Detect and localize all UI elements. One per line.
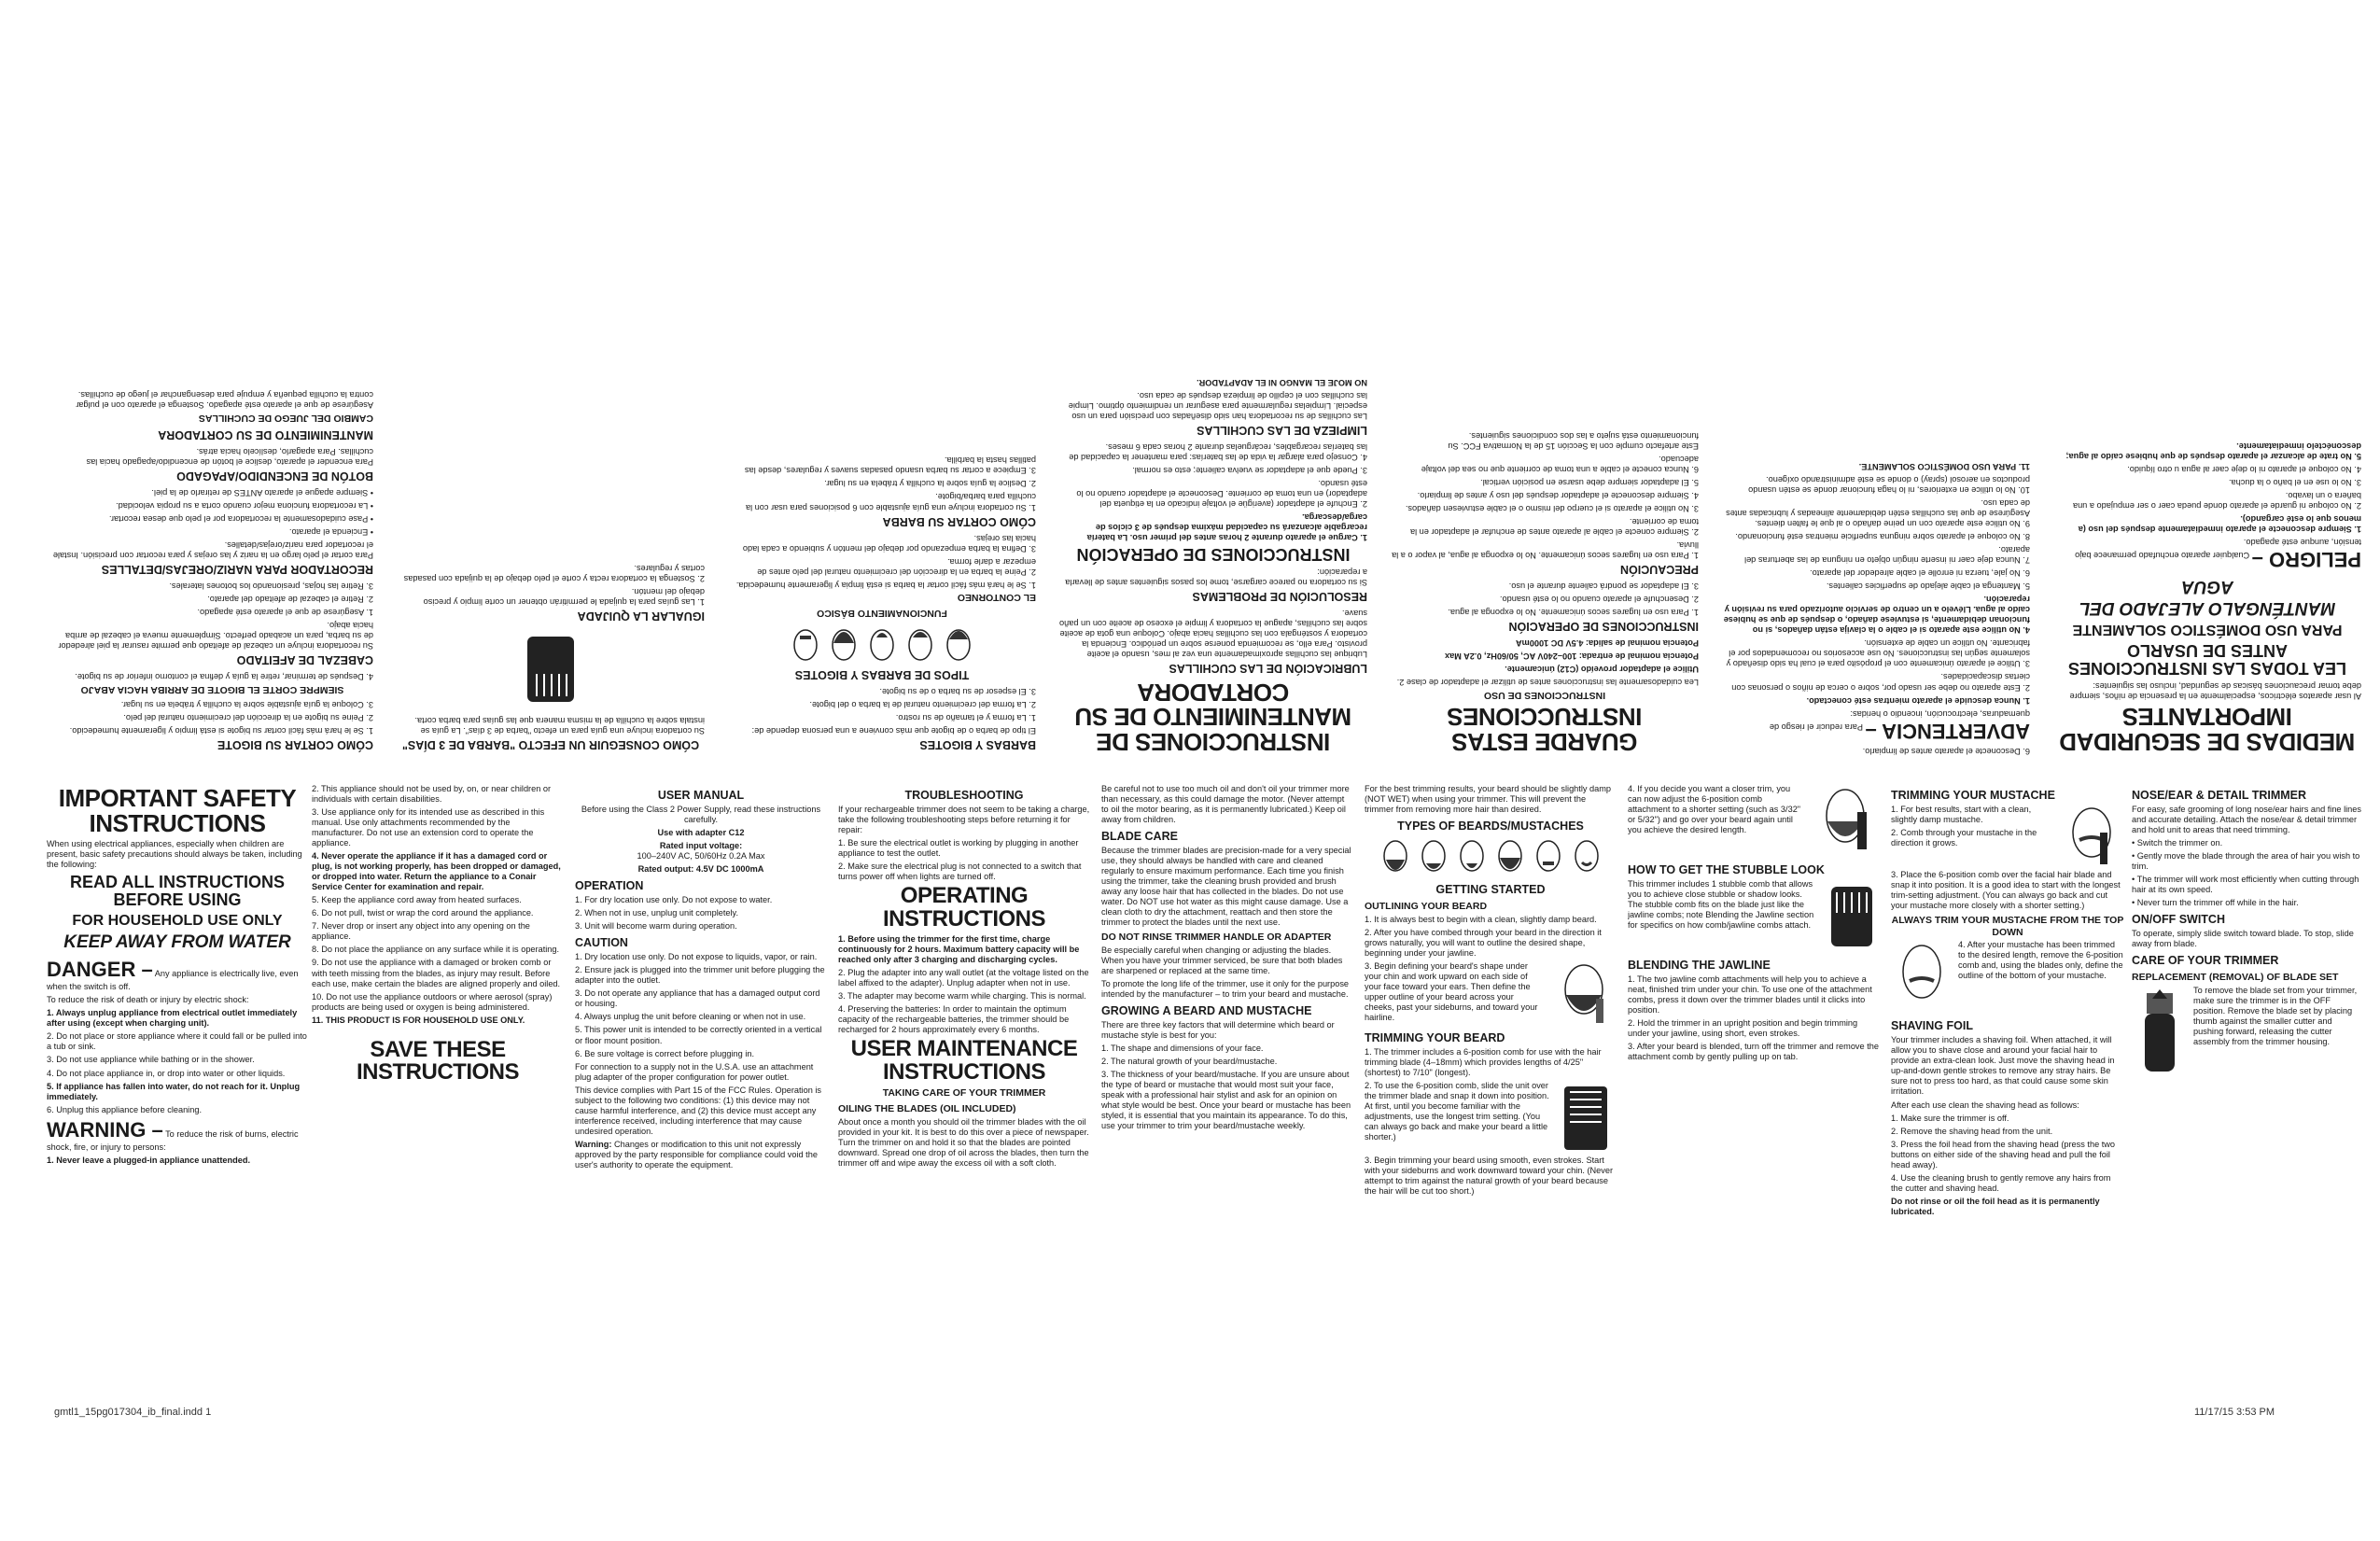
types-heading: TYPES OF BEARDS/MUSTACHES xyxy=(1397,820,1584,834)
keep-away-heading: KEEP AWAY FROM WATER xyxy=(63,932,291,953)
es-col-seguridad xyxy=(2053,112,2361,756)
warning-item-9: 9. Do not use the appliance with a damaged or broken comb or with teeth missing from the blades, as injury may result. Before each use, make certain the blades are aligned properly and oiled. xyxy=(312,958,561,988)
es-r4: • Siempre apague el aparato ANTES de retirarlo de la piel. xyxy=(151,487,373,497)
oiling-heading: OILING THE BLADES (OIL INCLUDED) xyxy=(838,1102,1016,1114)
read-all-heading: READ ALL INSTRUCTIONS BEFORE USING xyxy=(69,873,285,910)
user-manual-intro: Before using the Class 2 Power Supply, read these instructions carefully. xyxy=(581,805,821,825)
after-clean-text: After each use clean the shaving head as follows: xyxy=(1891,1100,2079,1110)
nose-ear-heading: NOSE/EAR & DETAIL TRIMMER xyxy=(2132,789,2307,802)
fcc-warning-text: Changes or modification to this unit not expressly approved by the party responsible for compliance could void the user's authority to operate the equipment. xyxy=(575,1139,818,1170)
outlining-item-2: 2. After you have combed through your beard in the direction it grows naturally, you will want to outline the desired shape, beginning under your jawline. xyxy=(1365,927,1602,958)
nose-bullet-4: • Never turn the trimmer off while in the hair. xyxy=(2132,898,2299,908)
es-col-barbas xyxy=(728,112,1036,756)
growing-heading: GROWING A BEARD AND MUSTACHE xyxy=(1101,1004,1312,1018)
en-col-beards xyxy=(1365,784,1617,1428)
es-cortar-h: CÓMO CORTAR SU BARBA xyxy=(882,514,1036,528)
es-stubble-h: CÓMO CONSEGUIR UN EFECTO "BARBA DE 3 DÍAS" xyxy=(401,738,700,751)
es-pr5: 5. El adaptador siempre debe usarse en posición vertical. xyxy=(1480,477,1699,487)
caution-item-7: For connection to a supply not in the U.S.A. use an attachment plug adapter of the proper configuration for power outlet. xyxy=(575,1061,814,1082)
face-icon xyxy=(903,623,937,664)
es-w5: 5. Mantenga el cable alejado de superficies calientes. xyxy=(1826,581,2030,592)
foil-item-4: 4. Use the cleaning brush to gently remove any hairs from the cutter and shaving head. xyxy=(1891,1172,2111,1193)
warning-item-5: 5. Keep the appliance cord away from heated surfaces. xyxy=(312,895,522,905)
growing-item-2: 2. The natural growth of your beard/mustache. xyxy=(1101,1057,1278,1067)
es-r1: • Encienda el aparato. xyxy=(288,527,373,538)
es-cb1: 1. Su cortadora incluye una guía ajustable con 6 posiciones para usar con la cuchilla para barba/bigote. xyxy=(745,492,1036,512)
es-salida: Potencia nominal de salida: 4.5V DC 1000mA xyxy=(1515,638,1699,649)
rated-input-label: Rated input voltage: xyxy=(659,841,743,851)
growing-item-1: 1. The shape and dimensions of your face. xyxy=(1101,1044,1264,1054)
es-d2: 2. No coloque ni guarde el aparato donde pueda caer o ser empujado a una bañera o un lavabo. xyxy=(2072,490,2361,511)
troubleshooting-item-2: 2. Make sure the electrical plug is not connected to a switch that turns power off when lights are turned off. xyxy=(838,862,1082,882)
warning-item-4: 4. Never operate the appliance if it has a damaged cord or plug, is not working properly, has been dropped or damaged, or dropped into water. Return the appliance to a Conair Service Center for examination and repair. xyxy=(312,851,561,892)
warning-item-1: 1. Never leave a plugged-in appliance unattended. xyxy=(47,1156,251,1166)
es-bigote1: 1. Se le hará más fácil cortar su bigote si está limpio y ligeramente humedecido. xyxy=(69,726,373,735)
face-icon xyxy=(1379,837,1412,878)
es-w8: 8. No coloque el aparato sobre ninguna superficie mientras esté funcionando. xyxy=(1735,532,2030,542)
es-warning-text: Para reducir el riesgo de quemaduras, electrocución, incendio o heridas: xyxy=(1769,708,2030,732)
es-op3: 3. El adaptador se pondrá caliente durante el uso. xyxy=(1508,581,1699,592)
on-off-heading: ON/OFF SWITCH xyxy=(2132,913,2225,927)
face-icon xyxy=(789,623,822,664)
user-manual-heading: USER MANUAL xyxy=(657,789,745,802)
es-w1: 1. Nunca descuide el aparato mientras esté conectado. xyxy=(1806,695,2030,706)
face-icon xyxy=(1455,837,1489,878)
es-cambio: Asegúrese de que el aparato esté apagado. Sostenga el aparato con el pulgar contra la cuchilla pequeña y empuje para desenganchar el juego de cuchillas. xyxy=(76,390,373,411)
always-trim-heading: ALWAYS TRIM YOUR MUSTACHE FROM THE TOP DOWN xyxy=(1891,915,2124,938)
danger-word: DANGER – xyxy=(47,957,153,981)
es-o3: 3. Puede que el adaptador se vuelva caliente; esto es normal. xyxy=(1132,466,1367,476)
es-col-igualar xyxy=(397,112,705,756)
adapter-label: Use with adapter C12 xyxy=(657,828,745,838)
es-cabezal-h: CABEZAL DE AFEITADO xyxy=(236,653,373,667)
face-icon xyxy=(827,623,861,664)
es-col-guarde xyxy=(1391,112,1699,756)
fcc-statement: This device complies with Part 15 of the FCC Rules. Operation is subject to the following two conditions: (1) this device may not cause harmful interference, and (2) this device must accept any interference received, including interference that may cause undesired operation. xyxy=(575,1085,821,1136)
blending-item-3: 3. After your beard is blended, turn off the trimmer and remove the attachment comb by gently pulling up on tab. xyxy=(1628,1042,1879,1062)
es-w2: 2. Este aparato no debe ser usado por, sobre o cerca de niños o personas con ciertas discapacidades. xyxy=(1731,672,2030,693)
outline-beard-illustration xyxy=(1551,961,1617,1027)
mustache-item-3: 3. Place the 6-position comb over the facial hair blade and snap it into position. It is a good idea to start with the longest trim-setting adjustment. (You can always go back and cut your mustache more closely with a shorter setting.) xyxy=(1891,870,2121,911)
warning-item-3: 3. Use appliance only for its intended use as described in this manual. Use only attachments recommended by the manufacturer. Do not use an extension cord to operate the appliance. xyxy=(312,807,545,848)
trimming-item-2: 2. To use the 6-position comb, slide the unit over the trimmer blade and snap it down into position. At first, until you become familiar with the adjustments, use the longest trim setting. (You can always go back and make your beard a little shorter.) xyxy=(1365,1080,1549,1142)
safety-title: IMPORTANT SAFETY INSTRUCTIONS xyxy=(58,784,297,837)
trimming-item-3: 3. Begin trimming your beard using smooth, even strokes. Start with your sideburns and work downward toward your chin. (Never attempt to trim against the natural growth of your beard because the hair will be cut too short.) xyxy=(1365,1155,1614,1196)
es-bigote2: 2. Peine su bigote en la dirección del crecimiento natural del pelo. xyxy=(123,712,373,722)
growing-intro: There are three key factors that will determine which beard or mustache style is best for you: xyxy=(1101,1020,1335,1041)
es-recortador: Para cortar el pelo largo en la nariz y las orejas y para recortar con precisión. Instale el recortador para nariz/orejas/detalles. xyxy=(52,540,373,561)
stubble-comb-illustration xyxy=(1824,879,1880,954)
face-icon xyxy=(1570,837,1603,878)
on-off-text: To operate, simply slide switch toward blade. To stop, slide away from blade. xyxy=(2132,929,2354,949)
nose-bullet-3: • The trimmer will work most efficiently when cutting through hair at its own speed. xyxy=(2132,875,2359,895)
es-cb3: 3. Empiece a cortar su barba usando pasadas suaves y regulares, desde las patillas hasta la barbilla. xyxy=(744,455,1036,476)
blade-replacement-heading: REPLACEMENT (REMOVAL) OF BLADE SET xyxy=(2132,972,2339,984)
care-heading: CARE OF YOUR TRIMMER xyxy=(2132,954,2279,968)
es-cb2: 2. Deslice la guía sobre la cuchilla y trábela en su lugar. xyxy=(824,479,1036,489)
comb-attachment-illustration xyxy=(1555,1081,1617,1156)
warning-item-7: 7. Never drop or insert any object into any opening on the appliance. xyxy=(312,921,530,942)
beard-styles-figure xyxy=(1365,837,1617,878)
nose-bullet-1: • Switch the trimmer on. xyxy=(2132,838,2223,848)
caution-item-3: 3. Do not operate any appliance that has a damaged output cord or housing. xyxy=(575,988,820,1009)
maintenance-heading: USER MAINTENANCE INSTRUCTIONS xyxy=(850,1036,1078,1085)
es-barbas-h: BARBAS Y BIGOTES xyxy=(919,738,1036,751)
es-pr4: 4. Siempre desconecte el adaptador después del uso y antes de limpiarlo. xyxy=(1417,491,1699,500)
danger-item-2: 2. Do not place or store appliance where it could fall or be pulled into a tub or sink. xyxy=(47,1031,307,1052)
es-danger-text: Cualquier aparato enchufado permanece bajo tensión, aunque esté apagado. xyxy=(2075,537,2361,561)
caution-heading: CAUTION xyxy=(575,936,628,950)
es-tipos-h: TIPOS DE BARBAS Y BIGOTES xyxy=(794,667,970,681)
blade-removal-illustration xyxy=(2132,986,2188,1075)
es-o1: 1. Cargue el aparato durante 2 horas antes del primer uso. La batería recargable alcanzará su capacidad máxima después de 3 ciclos de carga/descarga. xyxy=(1086,512,1367,543)
es-stubble: Su cortadora incluye una guía para un efecto "barba de 3 días". La guía se instala sobre la cuchilla de la misma manera que las guías para barba corta. xyxy=(414,715,705,735)
shaving-foil-text: Your trimmer includes a shaving foil. When attached, it will allow you to shave close and around your facial hair to provide an extra-clean look. Just move the shaving head in up-and-down gentle strokes to remove any stray hairs. Be sure not to press too hard, as that could cause some skin irritation. xyxy=(1891,1035,2115,1097)
safety-intro: When using electrical appliances, especially when children are present, basic safety precautions should always be taken, including the following: xyxy=(47,839,302,870)
mustache-item-2: 2. Comb through your mustache in the direction it grows. xyxy=(1891,828,2037,848)
es-bigote-h: CÓMO CORTAR SU BIGOTE xyxy=(217,738,373,751)
es-recortador-h: RECORTADOR PARA NARIZ/OREJAS/DETALLES xyxy=(101,563,373,577)
es-cab1: 1. Asegúrese de que el aparato esté apagado. xyxy=(197,608,373,618)
nose-bullet-2: • Gently move the blade through the area of hair you wish to trim. xyxy=(2132,851,2360,872)
stubble-trim-illustration xyxy=(1811,784,1880,859)
es-keep-away: MANTÉNGALO ALEJADO DEL AGUA xyxy=(2079,577,2336,618)
foil-item-1: 1. Make sure the trimmer is off. xyxy=(1891,1113,2009,1123)
blade-care-text: Because the trimmer blades are precision-made for a very special use, they should always be handled with care and cleaned regularly to ensure maximum performance. Each time you finish using the trimmer, take the cleaning brush provided and brush away any loose hair that has collected in the blades. Do not use water. Do NOT use hot water as this might cause damage. Use a clean cloth to dry the attachment, reattach and then store the trimmer to protect the blades until the next use. xyxy=(1101,846,1351,928)
operating-instructions-heading: OPERATING INSTRUCTIONS xyxy=(883,883,1045,932)
en-col-stubble xyxy=(1628,784,1880,1428)
es-uso-intro: Lea cuidadosamente las instrucciones antes de utilizar el adaptador de clase 2. xyxy=(1396,678,1699,688)
save-instructions-heading: SAVE THESE INSTRUCTIONS xyxy=(357,1036,519,1086)
en-col-troubleshooting xyxy=(838,784,1090,1428)
household-heading: FOR HOUSEHOLD USE ONLY xyxy=(72,912,283,929)
troubleshooting-item-1: 1. Be sure the electrical outlet is working by plugging in another appliance to test the outlet. xyxy=(838,838,1079,859)
growing-item-3: 3. The thickness of your beard/mustache. If you are unsure about the type of beard or mustache that would most suit your face, speak with a professional hair stylist and ask for an opinion on what style would be best. Once your beard or mustache has been styled, it is essential that you maintain its appearance. To do this, use your trimmer to trim your beard/mustache weekly. xyxy=(1101,1070,1351,1131)
beard-damp-intro: For the best trimming results, your beard should be slightly damp (NOT WET) when using your trimmer. This will prevent the trimmer from removing more hair than desired. xyxy=(1365,784,1612,815)
operating-item-1: 1. Before using the trimmer for the first time, charge continuously for 2 hours. Maximum battery capacity will be reached only after 3 charging and discharging cycles. xyxy=(838,934,1080,965)
warning-item-8: 8. Do not place the appliance on any surface while it is operating. xyxy=(312,945,560,955)
es-col-mantenimiento xyxy=(1059,112,1367,756)
trimming-item-1: 1. The trimmer includes a 6-position comb for use with the hair trimming blade (4–18mm) which provides lengths of 4/25" (shortest) to 7/10" (longest). xyxy=(1365,1046,1602,1077)
es-d3: 3. No lo use en el baño o la ducha. xyxy=(2229,477,2361,487)
caution-item-4: 4. Always unplug the unit before cleaning or when not in use. xyxy=(575,1012,806,1022)
mustache-item-1: 1. For best results, start with a clean, slightly damp mustache. xyxy=(1891,805,2032,825)
troubleshooting-heading: TROUBLESHOOTING xyxy=(904,789,1024,802)
es-b2: 2. La forma del crecimiento natural de la barba o del bigote. xyxy=(809,699,1036,709)
es-w11: 11. PARA USO DOMÉSTICO SOLAMENTE. xyxy=(1858,461,2030,471)
es-mant-h: MANTENIMIENTO DE SU CORTADORA xyxy=(158,427,373,441)
face-icon xyxy=(1417,837,1450,878)
es-save-title: GUARDE ESTAS INSTRUCCIONES xyxy=(1447,703,1643,756)
blending-item-2: 2. Hold the trimmer in an upright position and begin trimming under your jawline, using short, even strokes. xyxy=(1628,1018,1858,1039)
blending-heading: BLENDING THE JAWLINE xyxy=(1628,959,1771,972)
es-o2: 2. Enchufe el adaptador (averigüe el voltaje indicado en la etiqueta del adaptador) en una toma de corriente. Desconecte el adaptador cuando no lo esté usando. xyxy=(1076,479,1367,510)
operating-item-3: 3. The adapter may become warm while charging. This is normal. xyxy=(838,991,1086,1002)
operation-item-3: 3. Unit will become warm during operation. xyxy=(575,921,737,932)
es-igualar-h: IGUALAR LA QUIJADA xyxy=(577,609,705,623)
es-funcionamiento-h: FUNCIONAMIENTO BÁSICO xyxy=(817,607,947,619)
face-icon xyxy=(1532,837,1565,878)
outlining-item-1: 1. It is always best to begin with a clean, slightly damp beard. xyxy=(1365,914,1597,924)
es-pr2: 2. Siempre conecte el cable al aparato antes de enchufar el adaptador en la toma de corriente. xyxy=(1409,517,1699,538)
en-col-manual xyxy=(575,784,827,1428)
es-d5: 5. No trate de alcanzar el aparato después de que hubiese caído al agua; desconéctelo inmediatamente. xyxy=(2065,441,2361,461)
long-life-text: To promote the long life of the trimmer, use it only for the purpose intended by the manufacturer – to trim your beard and mustache. xyxy=(1101,979,1350,1000)
caution-item-1: 1. Dry location use only. Do not expose to liquids, vapor, or rain. xyxy=(575,952,818,962)
stubble-text: This trimmer includes 1 stubble comb that allows you to achieve close stubble or shadow looks. The stubble comb fits on the blade just like the jawline combs; note Blending the Jawline section for specifics on how comb/jawline combs attach. xyxy=(1628,879,1814,931)
es-warning-word: ADVERTENCIA – xyxy=(1865,719,2030,743)
es-w10: 10. No lo utilice en exteriores, ni lo haga funcionar donde se estén usando productos en aerosol (spray) o donde se esté administrando oxígeno. xyxy=(1748,474,2030,495)
es-pr3: 3. No utilice el aparato si el cuerpo del mismo o el cable estuviesen dañados. xyxy=(1405,504,1699,514)
es-pr1: 1. Para uso en lugares secos únicamente. No lo exponga al agua, al vapor o a la lluvia. xyxy=(1392,540,1699,561)
es-col-advertencia xyxy=(1722,112,2030,756)
es-bigote3: 3. Coloque la guía ajustable sobre la cuchilla y trábela en su lugar. xyxy=(120,699,373,709)
es-resolucion-h: RESOLUCIÓN DE PROBLEMAS xyxy=(1192,590,1367,604)
outlining-item-3: 3. Begin defining your beard's shape under your chin and work upward on each side of your face toward your ears. Then define the upper outline of your beard across your cheeks, past your sideburns, and toward your hairline. xyxy=(1365,960,1538,1022)
es-col-bigote xyxy=(51,112,373,756)
es-cab3: 3. Retire las hojas, presionando los botones laterales. xyxy=(169,581,373,592)
es-c1: 1. Se le hará más fácil cortar la barba si está limpia y ligeramente humedecida. xyxy=(735,580,1036,590)
es-c2: 2. Peine la barba en la dirección del crecimiento natural del pelo antes de empezar a darle forma. xyxy=(757,556,1036,577)
es-resolucion: Si su cortadora no parece cargarse, tome los pasos siguientes antes de llevarla a reparación: xyxy=(1065,567,1367,588)
rated-output: Rated output: 4.5V DC 1000mA xyxy=(637,864,764,875)
warning-word: WARNING – xyxy=(47,1117,163,1142)
mustache-outline-illustration xyxy=(1891,940,1953,1015)
trimming-beard-heading: TRIMMING YOUR BEARD xyxy=(1365,1030,1505,1044)
es-r3: • La recortadora funciona mejor cuando corta a su propia velocidad. xyxy=(116,500,373,511)
danger-item-1: 1. Always unplug appliance from electrical outlet immediately after using (except when charging unit). xyxy=(47,1008,298,1029)
es-pr6: 6. Nunca conecte el cable a una toma de corriente que no sea del voltaje adecuado. xyxy=(1421,454,1699,474)
es-b1: 1. La forma y el tamaño de su rostro. xyxy=(895,712,1036,722)
face-icon xyxy=(1493,837,1527,878)
es-potencia: Potencia nominal de entrada: 100–240V AC, 50/60Hz, 0.2A Max xyxy=(1445,651,1699,662)
es-operacion-title: INSTRUCCIONES DE OPERACIÓN xyxy=(1076,545,1351,565)
es-cabezal: Su recortadora incluye un cabezal de afeitado que permite rasurar la piel alrededor de su barba, para un acabado perfecto. Simplemente mueva el cabezal de arriba hacia abajo. xyxy=(58,621,373,651)
es-o4: 4. Consejo para alargar la vida de las baterías: para mantener la capacidad de las baterías recargables, recárguelas durante 2 horas cada 6 meses. xyxy=(1069,442,1367,463)
oiling-text: About once a month you should oil the trimmer blades with the oil provided in your kit. It is best to do this over a piece of newspaper. Turn the trimmer on and hold it so that the blades are pointed downward. Spread one drop of oil across the blades, then turn the trimmer off and wipe away the excess oil with a soft cloth. xyxy=(838,1116,1089,1168)
es-barbas-intro: El tipo de barba o de bigote que más conviene a una persona depende de: xyxy=(751,726,1036,735)
blade-careful-text: Be especially careful when changing or adjusting the blades. When you have your trimmer serviced, be sure that both blades are sharpened or replaced at the same time. xyxy=(1101,945,1343,976)
es-boton-h: BOTÓN DE ENCENDIDO/APAGADO xyxy=(176,469,373,483)
danger-text: Any appliance is electrically live, even when the switch is off. xyxy=(47,968,299,992)
oil-caution: Be careful not to use too much oil and don't oil your trimmer more than necessary, as this could damage the motor. (Never attempt to oil the motor bearing, as it is permanently lubricated.) Keep oil away from children. xyxy=(1101,784,1350,825)
es-safety-intro: Al usar aparatos eléctricos, especialmente en la presencia de niños, siempre debe tomar precauciones básicas de seguridad, incluso las siguientes: xyxy=(2069,680,2361,701)
troubleshooting-intro: If your rechargeable trimmer does not seem to be taking a charge, take the following troubleshooting steps before returning it for repair: xyxy=(838,805,1090,835)
es-cambio-h: CAMBIO DEL JUEGO DE CUCHILLAS xyxy=(198,412,373,424)
es-op1: 1. Para uso en lugares secos únicamente. No lo exponga al agua. xyxy=(1448,608,1699,618)
closer-trim-text: 4. If you decide you want a closer trim, you can now adjust the 6-position comb attachment to a shorter setting (such as 3/32" or 5/32") and go over your beard again until you achieve the desired length. xyxy=(1628,784,1801,835)
es-b3: 3. El espesor de su barba o de su bigote. xyxy=(879,686,1036,696)
es-d6: 6. Desconecte el aparato antes de limpiarlo. xyxy=(1862,747,2030,756)
en-col-warning xyxy=(312,784,564,1428)
es-boton: Para encender el aparato, deslice el botón de encendido/apagado hacia las cuchillas. Para apagarlo, deslícelo hacia atrás. xyxy=(86,446,373,467)
es-limpieza-h: LIMPIEZA DE LAS CUCHILLAS xyxy=(1197,424,1367,438)
es-bigote4: 4. Después de terminar, retire la guía y defina el contorno inferior de su bigote. xyxy=(75,672,373,682)
stubble-heading: HOW TO GET THE STUBBLE LOOK xyxy=(1628,863,1825,876)
es-limpieza: Las cuchillas de su recortadora han sido diseñadas con precisión para un uso especial. Límpielas regularmente para asegurar un rendimiento óptimo. Limpie las cuchillas con el cepillo de limpieza después de cada uso. xyxy=(1068,391,1367,422)
nose-ear-intro: For easy, safe grooming of long nose/ear hairs and fine lines and accurate detailing. Attach the nose/ear & detail trimmer and hold unit to areas that need trimming. xyxy=(2132,805,2361,835)
es-cab2: 2. Retire el cabezal de afeitado del aparato. xyxy=(207,595,373,605)
es-op2: 2. Desenchufe el aparato cuando no lo esté usando. xyxy=(1500,595,1699,605)
spanish-panel xyxy=(47,112,2361,756)
es-household: PARA USO DOMÉSTICO SOLAMENTE xyxy=(2072,622,2343,638)
footer-date: 11/17/15 3:53 PM xyxy=(2194,1407,2275,1418)
es-siempre: SIEMPRE CORTE EL BIGOTE DE ARRIBA HACIA ABAJO xyxy=(80,683,344,695)
english-panel xyxy=(47,784,2361,1428)
operation-heading: OPERATION xyxy=(575,879,644,893)
caution-item-2: 2. Ensure jack is plugged into the trimmer unit before plugging the adapter into the outlet. xyxy=(575,965,825,986)
trimming-mustache-heading: TRIMMING YOUR MUSTACHE xyxy=(1891,789,2055,802)
taking-care-heading: TAKING CARE OF YOUR TRIMMER xyxy=(882,1087,1046,1100)
operating-item-2: 2. Plug the adapter into any wall outlet (at the voltage listed on the label affixed to the adapter). Unplug adapter when not in use. xyxy=(838,968,1089,988)
warning-item-2: 2. This appliance should not be used by, on, or near children or individuals with certain disabilities. xyxy=(312,784,552,805)
fcc-warning-label: Warning: xyxy=(575,1139,612,1149)
blending-item-1: 1. The two jawline comb attachments will help you to achieve a neat, finished trim under your chin. To use one of the attachment combs, press it down over the trimmer blades until it clicks into position. xyxy=(1628,974,1872,1016)
operating-item-4: 4. Preserving the batteries: In order to maintain the optimum capacity of the rechargeable batteries, the trimmer should be recharged for 2 hours approximately every 6 months. xyxy=(838,1004,1070,1035)
es-maint-title: INSTRUCCIONES DE MANTENIMIENTO DE SU CORTADORA xyxy=(1074,678,1352,756)
caution-item-5: 5. This power unit is intended to be correctly oriented in a vertical or floor mount position. xyxy=(575,1025,822,1045)
es-w4: 4. No utilice este aparato si el cable o la clavija están dañados, si no funcionan debidamente, si estuviese dañado, o después de que se hubiese caído al agua. Llévelo a un centro de servicio autorizado para su revisión y reparación. xyxy=(1723,595,2030,636)
outlining-heading: OUTLINING YOUR BEARD xyxy=(1365,901,1488,913)
es-beard-styles-figure xyxy=(728,623,1036,664)
blade-removal-text: To remove the blade set from your trimmer, make sure the trimmer is in the OFF position. Remove the blade set by placing thumb against the smaller cutter and pushing forward, releasing the cutter assembly from the trimmer housing. xyxy=(2193,985,2358,1047)
en-col-nose xyxy=(2132,784,2361,1428)
es-iq2: 2. Sostenga la cortadora recta y corte el pelo debajo de la quijada con pasadas cortas y regulares. xyxy=(403,563,705,583)
en-col-mustache xyxy=(1891,784,2124,1428)
no-rinse-heading: DO NOT RINSE TRIMMER HANDLE OR ADAPTER xyxy=(1101,932,1332,944)
warning-item-11: 11. THIS PRODUCT IS FOR HOUSEHOLD USE ONLY. xyxy=(312,1015,525,1025)
blade-care-heading: BLADE CARE xyxy=(1101,830,1178,844)
es-read-all: LEA TODAS LAS INSTRUCCIONES ANTES DE USARLO xyxy=(2067,641,2347,678)
es-no-mango: NO MOJE EL MANGO NI EL ADAPTADOR. xyxy=(1197,377,1367,387)
es-w9: 9. No utilice este aparato con un peine dañado o al que le falten dientes. Asegúrese de que las cuchillas estén debidamente alineadas y lubricadas antes de cada uso. xyxy=(1726,498,2030,529)
warning-item-10: 10. Do not use the appliance outdoors or where aerosol (spray) products are being used or oxygen is being administered. xyxy=(312,991,553,1012)
warning-item-6: 6. Do not pull, twist or wrap the cord around the appliance. xyxy=(312,908,534,918)
foil-no-rinse: Do not rinse or oil the foil head as it is permanently lubricated. xyxy=(1891,1196,2100,1216)
mustache-item-4: 4. After your mustache has been trimmed to the desired length, remove the 6-position comb and, using the blades only, define the outline of the bottom of your mustache. xyxy=(1958,940,2123,981)
es-lubricacion-h: LUBRICACIÓN DE LAS CUCHILLAS xyxy=(1169,662,1367,676)
danger-item-5: 5. If appliance has fallen into water, do not reach for it. Unplug immediately. xyxy=(47,1081,301,1101)
danger-item-3: 3. Do not use appliance while bathing or in the shower. xyxy=(47,1055,255,1065)
es-w6: 6. No jale, tuerza ni enrolle el cable alrededor del aparato. xyxy=(1810,568,2030,579)
es-adapter: Utilice el adaptador proveído (C12) únicamente. xyxy=(1505,665,1699,675)
foil-item-3: 3. Press the foil head from the shaving head (press the two buttons on either side of the shaving head and pull the foil head away). xyxy=(1891,1139,2116,1170)
es-contorno-h: EL CONTORNEO xyxy=(957,592,1036,604)
es-operacion-h: INSTRUCCIONES DE OPERACIÓN xyxy=(1508,620,1699,634)
es-w3: 3. Utilice el aparato únicamente con el propósito para el cual ha sido diseñado y solamente según las instrucciones. No use accesorios no recomendados por el fabricante. No utilice un cable de extensión. xyxy=(1726,638,2030,669)
mustache-illustration xyxy=(2059,805,2124,870)
face-icon xyxy=(942,623,975,664)
operation-item-1: 1. For dry location use only. Do not expose to water. xyxy=(575,895,773,905)
es-fcc: Este artefacto cumple con la Sección 15 de la Normativa FCC. Su funcionamiento está sujeto a las dos condiciones siguientes. xyxy=(1448,430,1699,451)
danger-item-6: 6. Unplug this appliance before cleaning. xyxy=(47,1104,202,1114)
es-iq1: 1. Las guías para la quijada le permitirán obtener un corte limpio y preciso debajo del mentón. xyxy=(423,586,705,607)
es-c3: 3. Defina la barba empezando por debajo del mentón y subiendo a cada lado hacia las orejas. xyxy=(742,533,1036,553)
es-lubricacion: Lubrique las cuchillas aproximadamente una vez al mes, usando el aceite provisto. Para ello, se recomienda ponerse sobre un periódico. Encienda la cortadora y sosténgala con las cuchillas hacia abajo. Coloque una gota de aceite sobre las cuchillas, apague la cortadora y limpie el exceso de aceite con un paño suave. xyxy=(1059,609,1367,660)
rated-input-value: 100–240V AC, 50/60Hz 0.2A Max xyxy=(637,851,765,862)
es-precaucion-h: PRECAUCIÓN xyxy=(1619,563,1699,577)
en-col-blade-care xyxy=(1101,784,1353,1428)
face-icon xyxy=(865,623,899,664)
shaving-foil-heading: SHAVING FOIL xyxy=(1891,1019,1973,1033)
foil-item-2: 2. Remove the shaving head from the unit. xyxy=(1891,1126,2053,1136)
en-col-safety xyxy=(47,784,308,1428)
caution-item-6: 6. Be sure voltage is correct before plugging in. xyxy=(575,1048,755,1058)
footer-file: gmtl1_15pg017304_ib_final.indd 1 xyxy=(54,1407,212,1418)
stubble-comb-illustration xyxy=(518,627,583,711)
es-safety-title: MEDIDAS DE SEGURIDAD IMPORTANTES xyxy=(2059,703,2356,756)
getting-started-heading: GETTING STARTED xyxy=(1435,883,1546,897)
es-uso-h: INSTRUCCIONES DE USO xyxy=(1483,689,1606,701)
danger-item-4: 4. Do not place appliance in, or drop into water or other liquids. xyxy=(47,1068,286,1078)
operation-item-2: 2. When not in use, unplug unit completely. xyxy=(575,908,739,918)
es-danger-word: PELIGRO – xyxy=(2251,548,2361,572)
es-w7: 7. Nunca deje caer ni inserte ningún objeto en ninguna de las aberturas del aparato. xyxy=(1744,545,2030,566)
es-d4: 4. No coloque el aparato ni lo deje caer al agua u otro líquido. xyxy=(2127,464,2361,474)
es-r2: • Pase cuidadosamente la recortadora por el pelo que desea recortar. xyxy=(108,514,373,524)
warning-text: To reduce the risk of burns, electric shock, fire, or injury to persons: xyxy=(47,1128,299,1153)
danger-reduce: To reduce the risk of death or injury by electric shock: xyxy=(47,995,249,1005)
es-d1: 1. Siempre desconecte el aparato inmediatamente después del uso (a menos que lo esté cargando). xyxy=(2078,513,2361,534)
